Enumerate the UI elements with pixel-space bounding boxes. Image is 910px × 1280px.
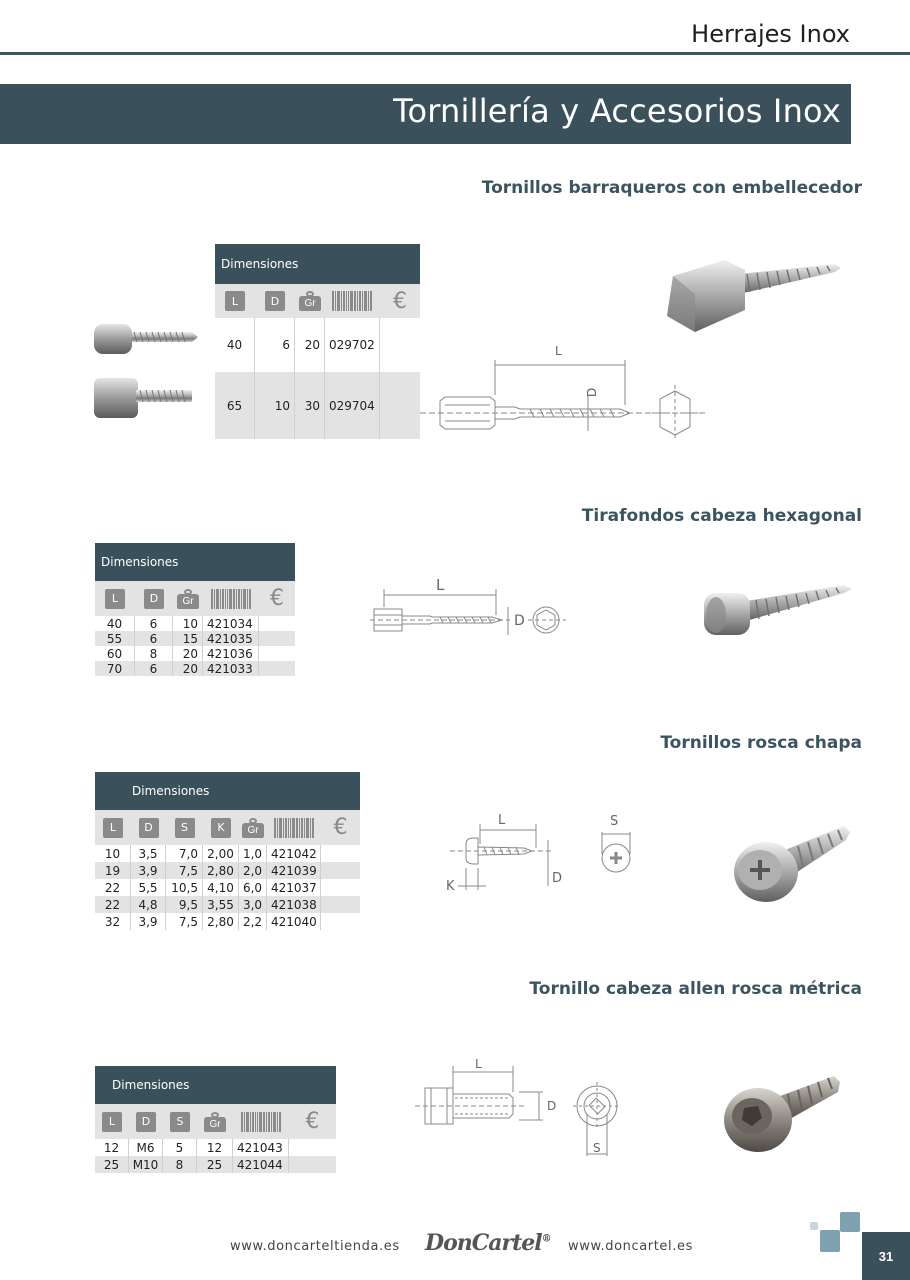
table-row: 40 6 20 029702	[215, 318, 420, 372]
product-title-barraqueros: Tornillos barraqueros con embellecedor	[481, 178, 862, 198]
key-size-icon: S	[175, 818, 195, 838]
key-size-icon: S	[170, 1112, 190, 1132]
decor-square	[840, 1212, 860, 1232]
barcode-icon	[211, 589, 252, 609]
product-photo-tirafondos	[700, 575, 860, 645]
doncartel-logo: DonCartel®	[425, 1230, 551, 1256]
barcode-icon	[241, 1112, 282, 1132]
weight-icon: Gr	[177, 589, 199, 609]
price-icon: €	[333, 815, 348, 840]
technical-drawing-allen	[415, 1052, 645, 1162]
label-diameter: D	[585, 387, 599, 397]
section-title: Herrajes Inox	[691, 20, 850, 48]
table-row: 70 6 20 421033	[95, 661, 295, 676]
label-s: S	[593, 1141, 601, 1155]
weight-icon: Gr	[299, 291, 321, 311]
label-length: L	[555, 344, 562, 358]
footer-link-web[interactable]: www.doncartel.es	[568, 1239, 693, 1254]
product-photo-barraqueros	[665, 250, 845, 340]
label-k: K	[446, 879, 455, 894]
dimensions-table-tirafondos	[95, 543, 295, 676]
length-icon: L	[102, 1112, 122, 1132]
table-row: 32 3,9 7,5 2,80 2,2 421040	[95, 913, 360, 930]
dimensions-table-rosca-chapa	[95, 772, 360, 930]
table-row: 10 3,5 7,0 2,00 1,0 421042	[95, 845, 360, 862]
table-row: 40 6 10 421034	[95, 616, 295, 631]
label-length: L	[475, 1057, 482, 1071]
table-row: 25 M10 8 25 421044	[95, 1156, 336, 1173]
technical-drawing-barraqueros	[420, 335, 710, 445]
decor-square	[820, 1230, 840, 1252]
label-diameter: D	[552, 871, 563, 886]
dimensions-table-allen	[95, 1066, 336, 1173]
diameter-icon: D	[136, 1112, 156, 1132]
diameter-icon: D	[144, 589, 164, 609]
diameter-icon: D	[265, 291, 285, 311]
price-icon: €	[393, 288, 407, 314]
table-row: 60 8 20 421036	[95, 646, 295, 661]
footer-link-tienda[interactable]: www.doncarteltienda.es	[230, 1239, 400, 1254]
table-icon-row	[95, 581, 295, 616]
table-icon-row	[215, 284, 420, 318]
table-header: Dimensiones	[95, 543, 295, 581]
barcode-icon	[332, 291, 373, 311]
table-header: Dimensiones	[95, 1066, 336, 1104]
table-header: Dimensiones	[215, 244, 420, 284]
table-row: 65 10 30 029704	[215, 372, 420, 439]
table-row: 12 M6 5 12 421043	[95, 1139, 336, 1156]
banner-title: Tornillería y Accesorios Inox	[393, 92, 841, 130]
weight-icon: Gr	[242, 818, 264, 838]
label-diameter: D	[547, 1099, 557, 1113]
table-row: 55 6 15 421035	[95, 631, 295, 646]
table-icon-row	[95, 1104, 336, 1139]
head-height-icon: K	[211, 818, 231, 838]
product-photo-allen	[720, 1068, 845, 1158]
label-diameter: D	[514, 613, 525, 629]
length-icon: L	[105, 589, 125, 609]
product-title-tirafondos: Tirafondos cabeza hexagonal	[581, 506, 862, 526]
diameter-icon: D	[139, 818, 159, 838]
product-title-rosca-chapa: Tornillos rosca chapa	[660, 733, 862, 753]
product-title-allen: Tornillo cabeza allen rosca métrica	[529, 979, 862, 999]
technical-drawing-tirafondos	[370, 575, 570, 645]
product-photo-barraqueros-small	[90, 318, 200, 430]
header-rule	[0, 52, 910, 55]
label-length: L	[436, 576, 445, 594]
price-icon: €	[270, 586, 284, 611]
page-banner	[0, 84, 851, 144]
table-row: 19 3,9 7,5 2,80 2,0 421039	[95, 862, 360, 879]
length-icon: L	[225, 291, 245, 311]
barcode-icon	[274, 818, 315, 838]
table-row: 22 5,5 10,5 4,10 6,0 421037	[95, 879, 360, 896]
label-s: S	[610, 814, 619, 829]
technical-drawing-rosca-chapa	[440, 810, 650, 895]
page-number: 31	[862, 1232, 910, 1280]
label-length: L	[498, 813, 506, 828]
product-photo-rosca-chapa	[728, 818, 858, 908]
table-row: 22 4,8 9,5 3,55 3,0 421038	[95, 896, 360, 913]
price-icon: €	[305, 1109, 320, 1134]
decor-square	[810, 1222, 818, 1230]
weight-icon: Gr	[204, 1112, 226, 1132]
length-icon: L	[103, 818, 123, 838]
table-header: Dimensiones	[95, 772, 360, 810]
table-icon-row	[95, 810, 360, 845]
dimensions-table-barraqueros	[215, 244, 420, 439]
